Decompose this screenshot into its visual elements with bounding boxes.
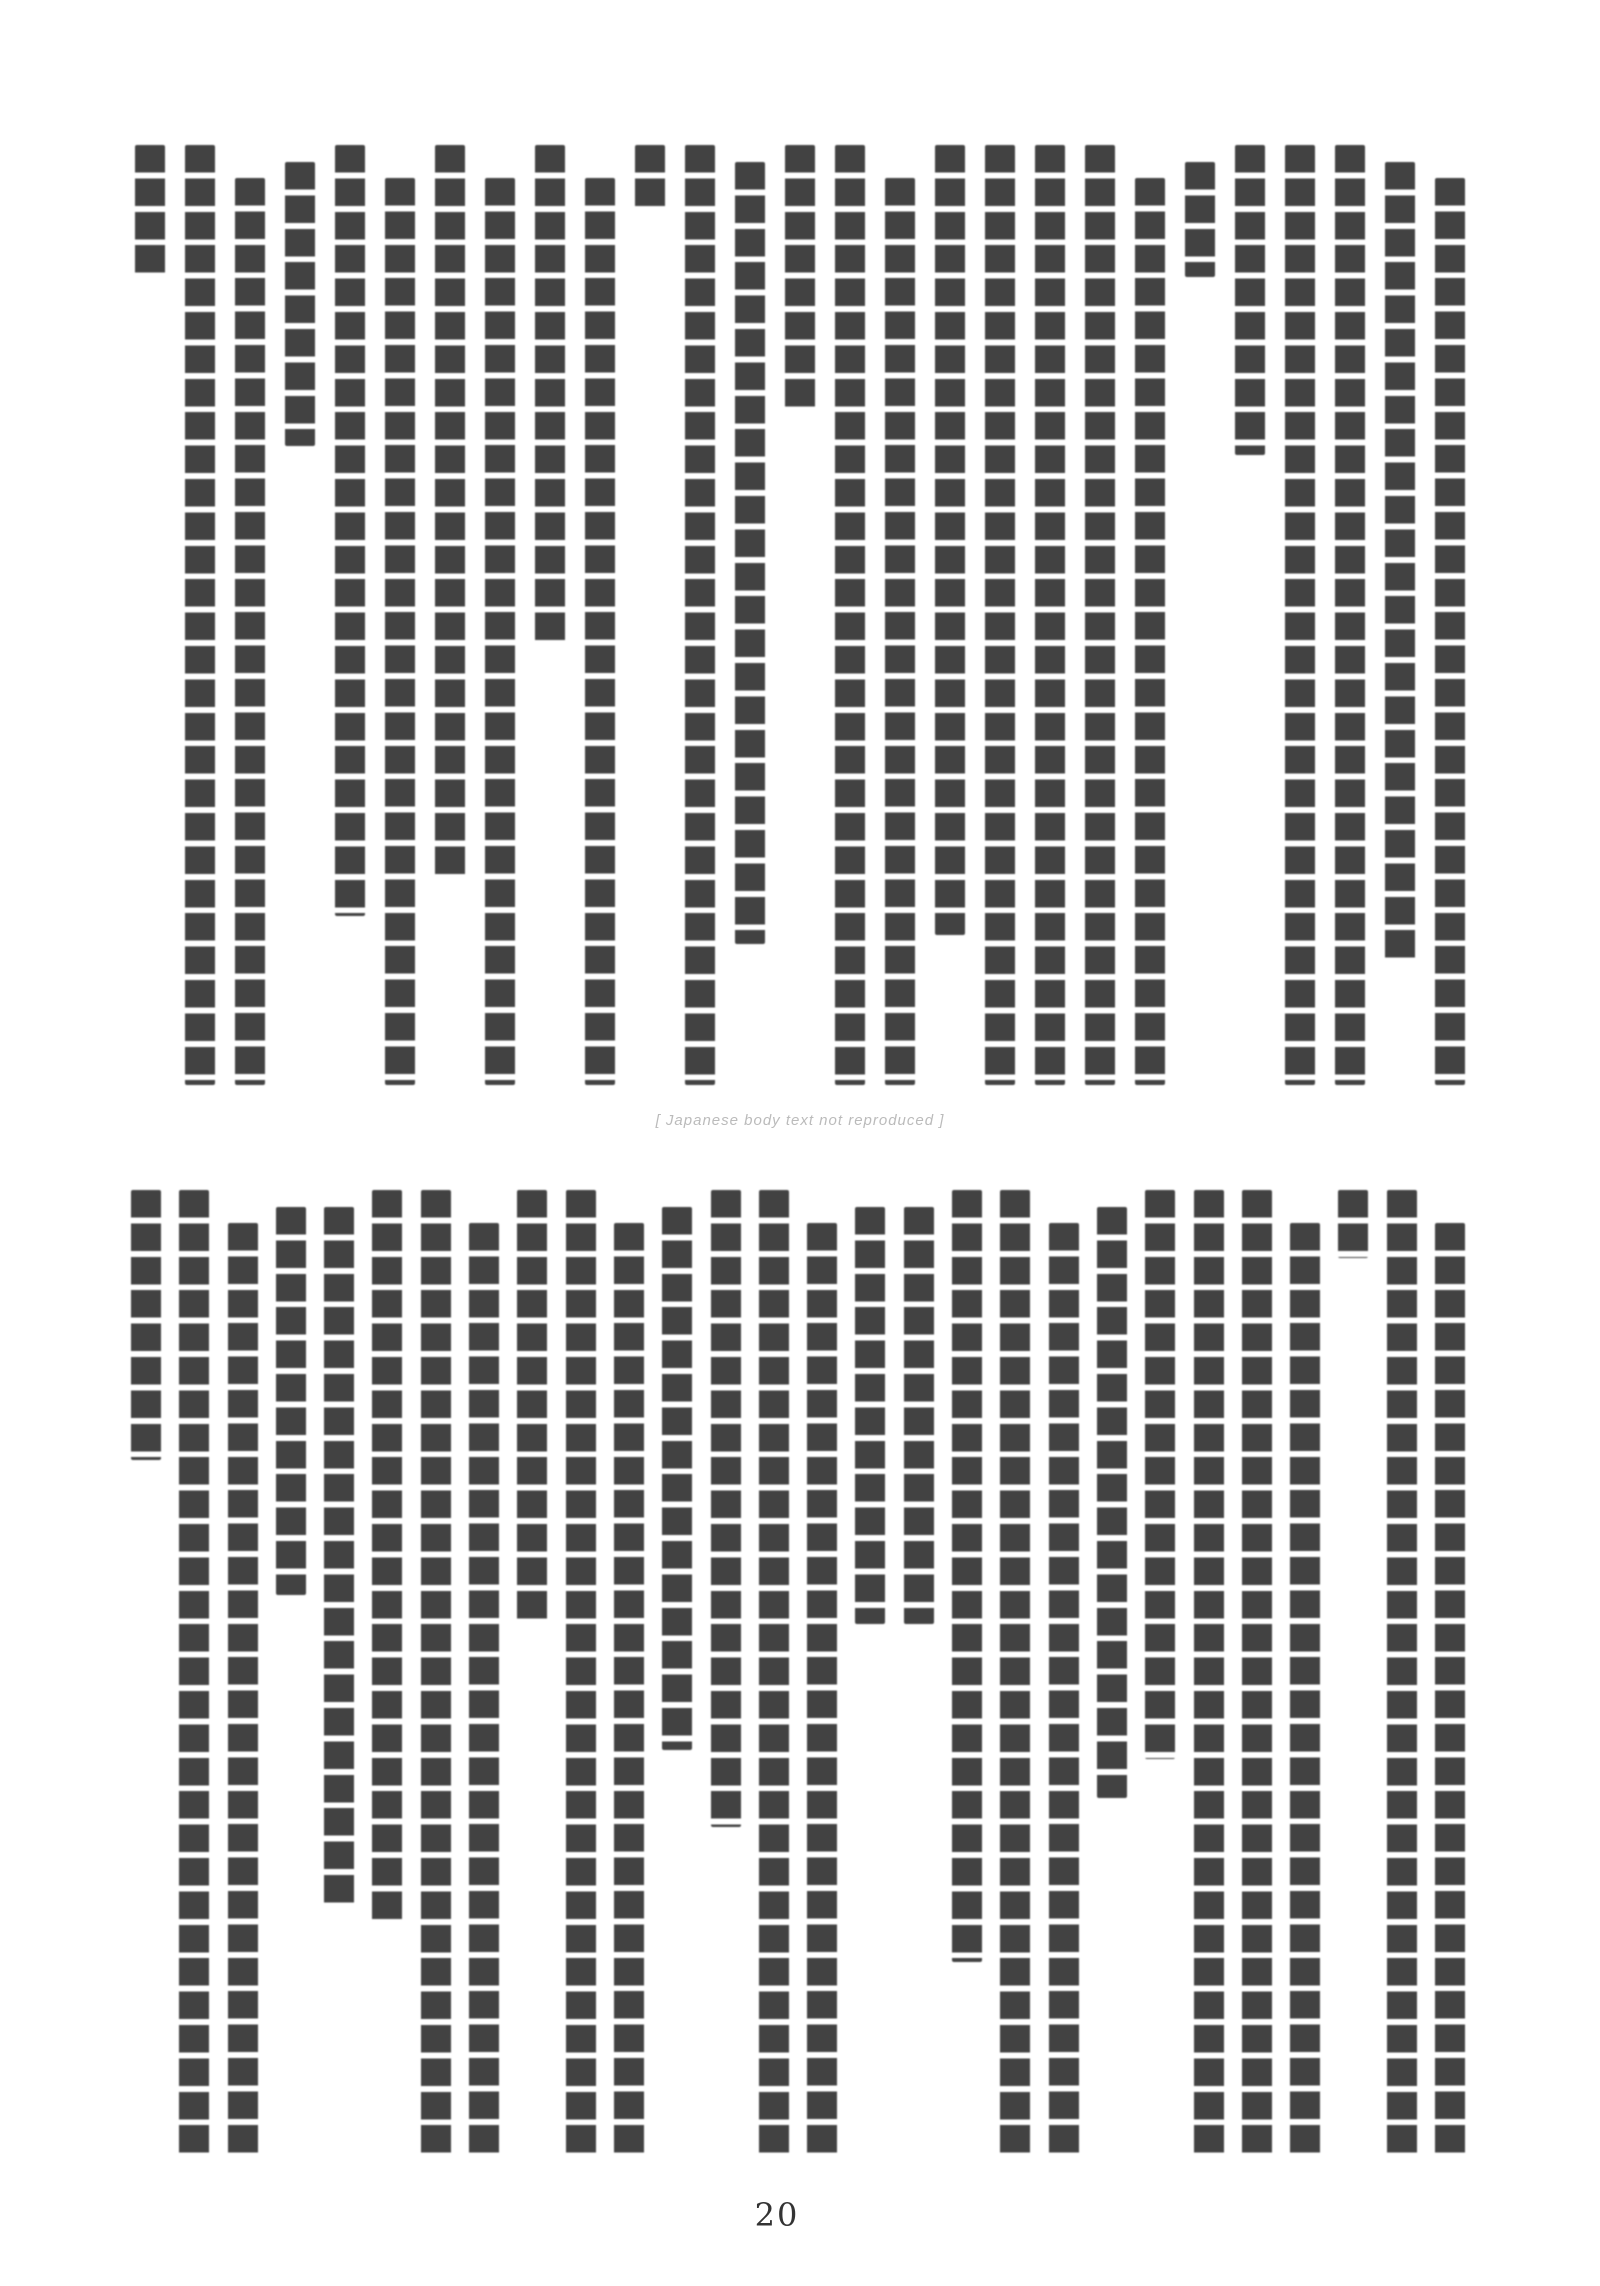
text-column-redacted — [711, 1190, 741, 1827]
text-column-redacted — [759, 1190, 789, 2155]
text-block-top — [135, 145, 1465, 1085]
text-column-redacted — [1085, 145, 1115, 1085]
text-column-redacted — [1335, 145, 1365, 1085]
text-column-redacted — [285, 162, 315, 446]
text-column-redacted — [785, 145, 815, 408]
text-column-redacted — [324, 1207, 354, 1904]
text-column-redacted — [835, 145, 865, 1085]
text-column-redacted — [372, 1190, 402, 1923]
text-column-redacted — [1242, 1190, 1272, 2155]
text-column-redacted — [1145, 1190, 1175, 1759]
text-column-redacted — [935, 145, 965, 935]
text-column-redacted — [485, 178, 515, 1085]
text-column-redacted — [335, 145, 365, 916]
text-column-redacted — [435, 145, 465, 878]
text-column-redacted — [131, 1190, 161, 1460]
text-column-redacted — [952, 1190, 982, 1962]
text-column-redacted — [566, 1190, 596, 2155]
redaction-note: [ Japanese body text not reproduced ] — [655, 1112, 945, 1129]
text-column-redacted — [385, 178, 415, 1085]
text-column-redacted — [1387, 1190, 1417, 2155]
text-column-redacted — [585, 178, 615, 1085]
text-column-redacted — [614, 1223, 644, 2155]
text-column-redacted — [1435, 1223, 1465, 2155]
text-column-redacted — [1097, 1207, 1127, 1798]
text-column-redacted — [1385, 162, 1415, 963]
text-column-redacted — [1000, 1190, 1030, 2155]
text-column-redacted — [276, 1207, 306, 1596]
text-column-redacted — [469, 1223, 499, 2155]
text-column-redacted — [1035, 145, 1065, 1085]
text-column-redacted — [535, 145, 565, 643]
page-number: 20 — [754, 2196, 800, 2234]
text-column-redacted — [1185, 162, 1215, 277]
text-column-redacted — [421, 1190, 451, 2155]
text-column-redacted — [1285, 145, 1315, 1085]
text-column-redacted — [1049, 1223, 1079, 2155]
text-column-redacted — [235, 178, 265, 1085]
text-column-redacted — [179, 1190, 209, 2155]
text-column-redacted — [904, 1207, 934, 1625]
text-column-redacted — [735, 162, 765, 944]
text-column-redacted — [685, 145, 715, 1085]
text-column-redacted — [135, 145, 165, 277]
text-column-redacted — [1235, 145, 1265, 455]
text-column-redacted — [1290, 1223, 1320, 2155]
text-column-redacted — [635, 145, 665, 211]
text-column-redacted — [185, 145, 215, 1085]
text-column-redacted — [985, 145, 1015, 1085]
text-column-redacted — [807, 1223, 837, 2155]
text-column-redacted — [228, 1223, 258, 2155]
text-column-redacted — [1135, 178, 1165, 1085]
text-block-bottom — [131, 1190, 1465, 2155]
text-column-redacted — [1338, 1190, 1368, 1258]
text-column-redacted — [1435, 178, 1465, 1085]
text-column-redacted — [855, 1207, 885, 1625]
text-column-redacted — [662, 1207, 692, 1750]
text-column-redacted — [517, 1190, 547, 1624]
text-column-redacted — [1194, 1190, 1224, 2155]
text-column-redacted — [885, 178, 915, 1085]
